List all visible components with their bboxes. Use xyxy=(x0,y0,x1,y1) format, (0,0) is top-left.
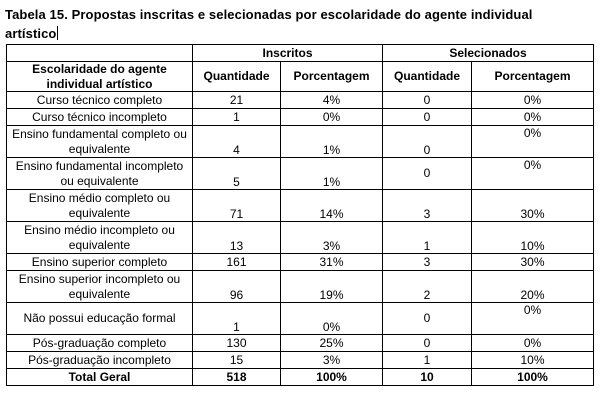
text-cursor xyxy=(57,26,58,40)
quantidade-inscritos-cell: 13 xyxy=(193,222,281,254)
porcentagem-selecionados-cell: 10% xyxy=(472,352,594,369)
quantidade-selecionados-cell: 0 xyxy=(383,158,472,190)
quantidade-inscritos-cell: 96 xyxy=(193,271,281,303)
porcentagem-selecionados-cell: 0% xyxy=(472,109,594,126)
quantidade-inscritos-header: Quantidade xyxy=(193,62,281,92)
quantidade-selecionados-cell: 0 xyxy=(383,109,472,126)
porcentagem-selecionados-cell: 0% xyxy=(472,303,594,335)
porcentagem-inscritos-cell: 3% xyxy=(281,222,383,254)
table-caption xyxy=(5,5,585,43)
total-row xyxy=(7,369,594,386)
porcentagem-selecionados-cell: 30% xyxy=(472,254,594,271)
quantidade-selecionados-cell: 3 xyxy=(383,254,472,271)
porcentagem-inscritos-cell: 31% xyxy=(281,254,383,271)
quantidade-inscritos-cell: 1 xyxy=(193,109,281,126)
porcentagem-inscritos-cell: 14% xyxy=(281,190,383,222)
porcentagem-selecionados-cell: 0% xyxy=(472,92,594,109)
escolaridade-column-header: Escolaridade do agente individual artístico xyxy=(7,62,193,92)
total-porcentagem-inscritos-cell: 100% xyxy=(281,369,383,386)
porcentagem-selecionados-cell: 10% xyxy=(472,222,594,254)
column-header-row xyxy=(7,62,594,92)
escolaridade-cell: Curso técnico incompleto xyxy=(7,109,193,126)
porcentagem-selecionados-cell: 0% xyxy=(472,335,594,352)
porcentagem-selecionados-cell: 0% xyxy=(472,126,594,158)
quantidade-inscritos-cell: 4 xyxy=(193,126,281,158)
quantidade-inscritos-cell: 1 xyxy=(193,303,281,335)
escolaridade-cell: Ensino superior incompleto ou equivalente xyxy=(7,271,193,303)
escolaridade-cell: Ensino fundamental completo ou equivalente xyxy=(7,126,193,158)
escolaridade-cell: Não possui educação formal xyxy=(7,303,193,335)
quantidade-selecionados-cell: 3 xyxy=(383,190,472,222)
table-row xyxy=(7,126,594,158)
group-header-row xyxy=(7,45,594,62)
table-row xyxy=(7,109,594,126)
table-body xyxy=(7,45,594,386)
quantidade-selecionados-cell: 0 xyxy=(383,92,472,109)
quantidade-inscritos-cell: 161 xyxy=(193,254,281,271)
porcentagem-inscritos-cell: 1% xyxy=(281,158,383,190)
total-quantidade-inscritos-cell: 518 xyxy=(193,369,281,386)
selecionados-group-header: Selecionados xyxy=(383,45,594,62)
table-row xyxy=(7,222,594,254)
escolaridade-cell: Ensino médio incompleto ou equivalente xyxy=(7,222,193,254)
escolaridade-cell: Pós-graduação incompleto xyxy=(7,352,193,369)
total-label-cell: Total Geral xyxy=(7,369,193,386)
porcentagem-selecionados-cell: 30% xyxy=(472,190,594,222)
table-row xyxy=(7,190,594,222)
porcentagem-inscritos-cell: 19% xyxy=(281,271,383,303)
table-row xyxy=(7,303,594,335)
quantidade-selecionados-cell: 1 xyxy=(383,222,472,254)
empty-header-cell xyxy=(7,45,193,62)
escolaridade-cell: Ensino superior completo xyxy=(7,254,193,271)
quantidade-inscritos-cell: 130 xyxy=(193,335,281,352)
porcentagem-selecionados-header: Porcentagem xyxy=(472,62,594,92)
escolaridade-cell: Pós-graduação completo xyxy=(7,335,193,352)
escolaridade-cell: Curso técnico completo xyxy=(7,92,193,109)
table-row xyxy=(7,158,594,190)
porcentagem-inscritos-cell: 3% xyxy=(281,352,383,369)
porcentagem-inscritos-header: Porcentagem xyxy=(281,62,383,92)
table-row xyxy=(7,92,594,109)
porcentagem-inscritos-cell: 25% xyxy=(281,335,383,352)
porcentagem-inscritos-cell: 1% xyxy=(281,126,383,158)
porcentagem-inscritos-cell: 0% xyxy=(281,303,383,335)
table-row xyxy=(7,335,594,352)
table-row xyxy=(7,254,594,271)
quantidade-selecionados-cell: 0 xyxy=(383,335,472,352)
total-porcentagem-selecionados-cell: 100% xyxy=(472,369,594,386)
quantidade-inscritos-cell: 5 xyxy=(193,158,281,190)
inscritos-group-header: Inscritos xyxy=(193,45,383,62)
quantidade-inscritos-cell: 15 xyxy=(193,352,281,369)
quantidade-selecionados-header: Quantidade xyxy=(383,62,472,92)
porcentagem-selecionados-cell: 20% xyxy=(472,271,594,303)
education-table xyxy=(6,44,594,386)
quantidade-inscritos-cell: 21 xyxy=(193,92,281,109)
porcentagem-selecionados-cell: 0% xyxy=(472,158,594,190)
porcentagem-inscritos-cell: 4% xyxy=(281,92,383,109)
quantidade-selecionados-cell: 0 xyxy=(383,126,472,158)
total-quantidade-selecionados-cell: 10 xyxy=(383,369,472,386)
quantidade-selecionados-cell: 2 xyxy=(383,271,472,303)
table-row xyxy=(7,352,594,369)
table-row xyxy=(7,271,594,303)
caption-text: Tabela 15. Propostas inscritas e selecionadas por escolaridade do agente individual artístico xyxy=(5,7,533,41)
porcentagem-inscritos-cell: 0% xyxy=(281,109,383,126)
quantidade-selecionados-cell: 0 xyxy=(383,303,472,335)
escolaridade-cell: Ensino fundamental incompleto ou equivalente xyxy=(7,158,193,190)
escolaridade-cell: Ensino médio completo ou equivalente xyxy=(7,190,193,222)
quantidade-inscritos-cell: 71 xyxy=(193,190,281,222)
quantidade-selecionados-cell: 1 xyxy=(383,352,472,369)
